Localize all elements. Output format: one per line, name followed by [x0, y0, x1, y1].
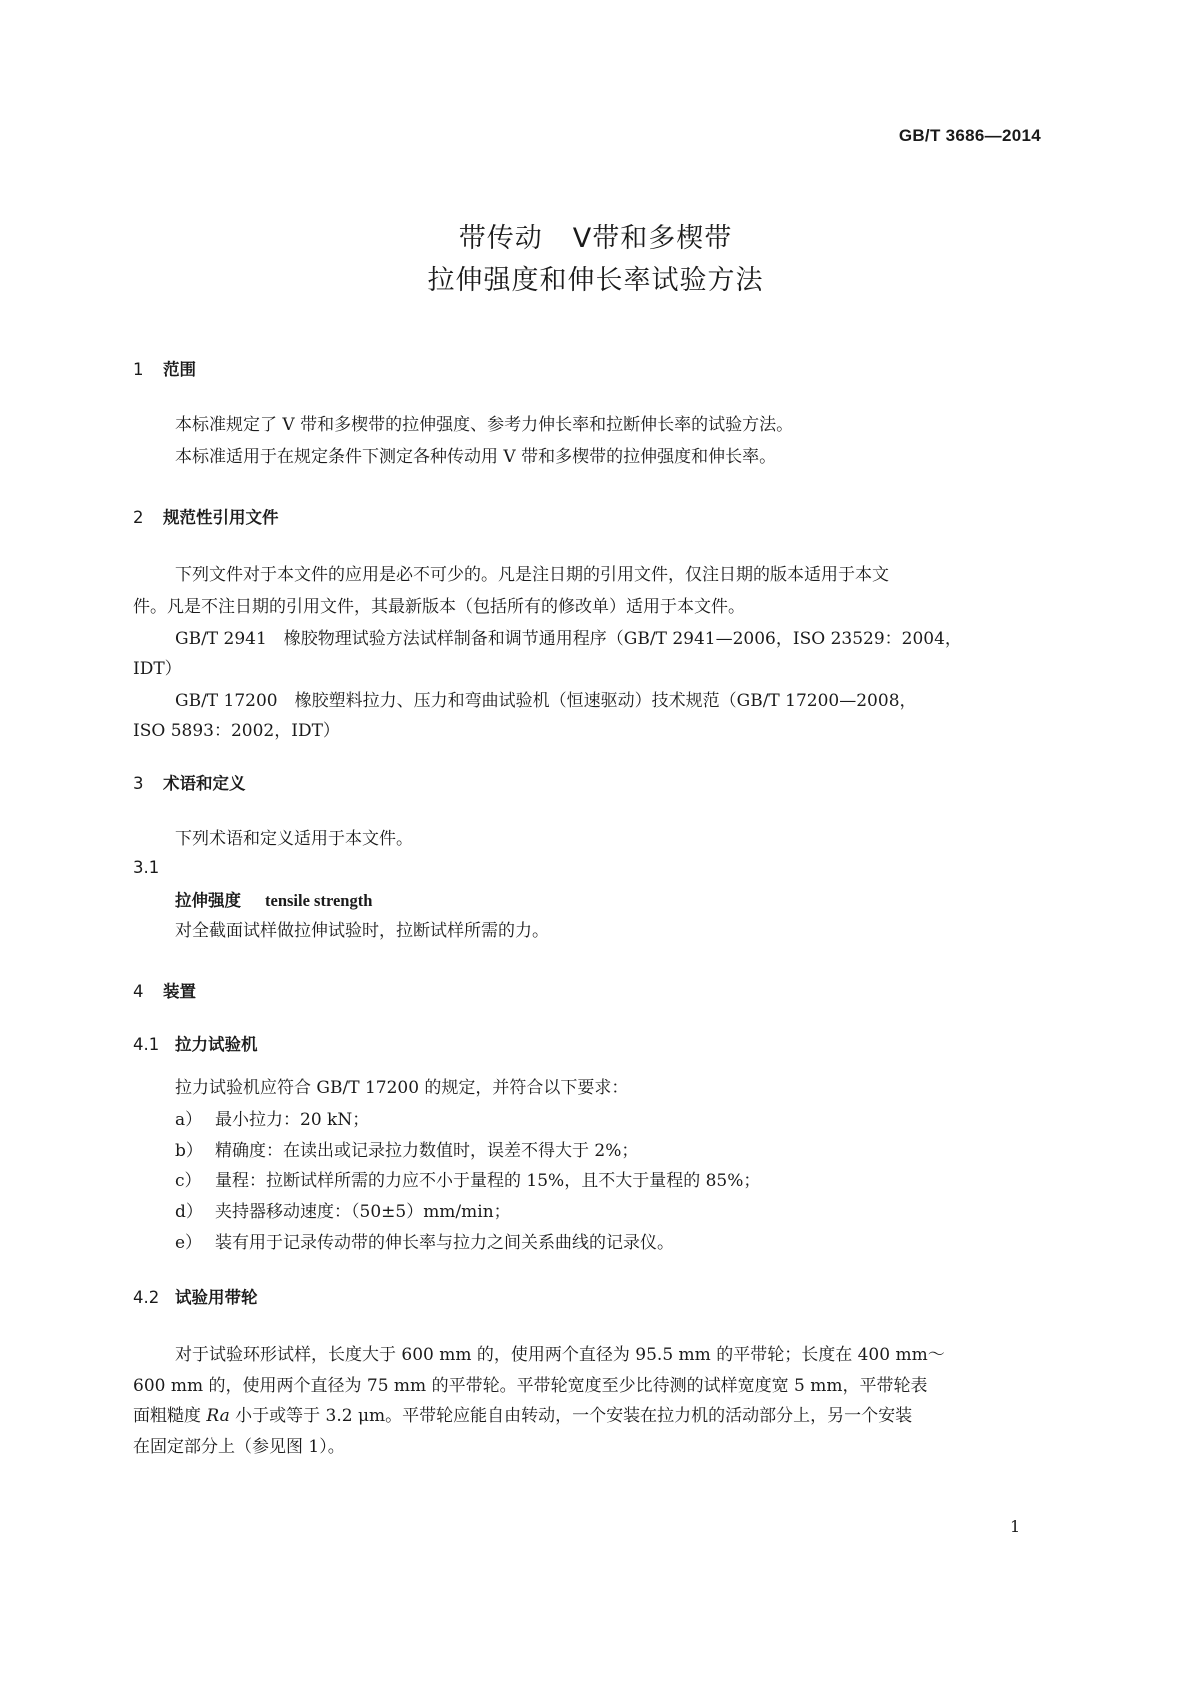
title-part-a: 带传动	[458, 223, 543, 254]
page-number: 1	[1010, 1517, 1021, 1536]
paragraph: 对于试验环形试样，长度大于 600 mm 的，使用两个直径为 95.5 mm 的平带轮；长度在 400 mm～	[175, 1345, 945, 1365]
standard-code: GB/T 3686—2014	[898, 126, 1041, 145]
section-number: 4	[133, 982, 144, 1001]
text-run: 小于或等于 3.2 μm。平带轮应能自由转动，一个安装在拉力机的活动部分上，另一个安装	[229, 1406, 913, 1426]
subsection-4-1-heading	[133, 1031, 258, 1055]
section-1-heading	[133, 356, 196, 380]
paragraph: 拉力试验机应符合 GB/T 17200 的规定，并符合以下要求：	[175, 1078, 629, 1098]
paragraph: 下列文件对于本文件的应用是必不可少的。凡是注日期的引用文件，仅注日期的版本适用于本文	[175, 565, 889, 585]
section-number: 3	[133, 774, 144, 793]
subsection-title: 试验用带轮	[175, 1288, 258, 1307]
list-item-text: 装有用于记录传动带的伸长率与拉力之间关系曲线的记录仪。	[215, 1233, 674, 1253]
list-item-label: d）	[175, 1202, 203, 1222]
section-title: 范围	[163, 360, 196, 379]
term-english: tensile strength	[265, 891, 373, 910]
list-item-text: 量程：拉断试样所需的力应不小于量程的 15%，且不大于量程的 85%；	[215, 1171, 761, 1191]
list-item-text: 精确度：在读出或记录拉力数值时，误差不得大于 2%；	[215, 1141, 639, 1161]
list-item-label: e）	[175, 1233, 203, 1253]
section-number: 1	[133, 360, 144, 379]
section-number: 2	[133, 508, 144, 527]
reference-entry: GB/T 17200 橡胶塑料拉力、压力和弯曲试验机（恒速驱动）技术规范（GB/T 17200—2008，	[175, 691, 917, 711]
term-definition: 对全截面试样做拉伸试验时，拉断试样所需的力。	[175, 921, 549, 941]
subsection-title: 拉力试验机	[175, 1035, 258, 1054]
list-item-text: 最小拉力：20 kN；	[215, 1110, 370, 1130]
reference-entry-continuation: ISO 5893：2002，IDT）	[133, 721, 340, 741]
list-item-label: b）	[175, 1141, 203, 1161]
paragraph-continuation: 600 mm 的，使用两个直径为 75 mm 的平带轮。平带轮宽度至少比待测的试样宽度宽 5 mm，平带轮表	[133, 1376, 928, 1396]
section-title: 术语和定义	[163, 774, 246, 793]
section-3-heading	[133, 770, 246, 794]
term-number: 3.1	[133, 858, 160, 877]
list-item-label: c）	[175, 1171, 202, 1191]
paragraph-continuation	[133, 1401, 912, 1426]
title-part-b: V带和多楔带	[572, 223, 733, 254]
section-title: 规范性引用文件	[163, 508, 279, 527]
list-item	[175, 1105, 369, 1130]
section-4-heading	[133, 978, 196, 1002]
reference-entry-continuation: IDT）	[133, 659, 182, 679]
text-run: 面粗糙度	[133, 1406, 207, 1426]
paragraph: 下列术语和定义适用于本文件。	[175, 829, 413, 849]
list-item-label: a）	[175, 1110, 203, 1130]
term-chinese: 拉伸强度	[175, 891, 241, 910]
list-item	[175, 1197, 511, 1222]
paragraph-continuation: 件。凡是不注日期的引用文件，其最新版本（包括所有的修改单）适用于本文件。	[133, 597, 745, 617]
subsection-number: 4.1	[133, 1035, 160, 1054]
section-2-heading	[133, 504, 279, 528]
reference-entry: GB/T 2941 橡胶物理试验方法试样制备和调节通用程序（GB/T 2941—2006，ISO 23529：2004，	[175, 629, 962, 649]
roughness-symbol: Ra	[206, 1406, 230, 1426]
list-item	[175, 1166, 760, 1191]
section-title: 装置	[163, 982, 196, 1001]
paragraph-continuation: 在固定部分上（参见图 1）。	[133, 1437, 345, 1457]
document-title-line1	[0, 216, 1191, 255]
list-item-text: 夹持器移动速度：（50±5）mm/min；	[215, 1202, 511, 1222]
term-entry	[175, 887, 372, 911]
list-item	[175, 1228, 674, 1253]
list-item	[175, 1136, 638, 1161]
document-title-line2: 拉伸强度和伸长率试验方法	[427, 265, 764, 296]
paragraph: 本标准适用于在规定条件下测定各种传动用 V 带和多楔带的拉伸强度和伸长率。	[175, 447, 777, 467]
subsection-4-2-heading	[133, 1284, 258, 1308]
subsection-number: 4.2	[133, 1288, 160, 1307]
paragraph: 本标准规定了 V 带和多楔带的拉伸强度、参考力伸长率和拉断伸长率的试验方法。	[175, 415, 794, 435]
